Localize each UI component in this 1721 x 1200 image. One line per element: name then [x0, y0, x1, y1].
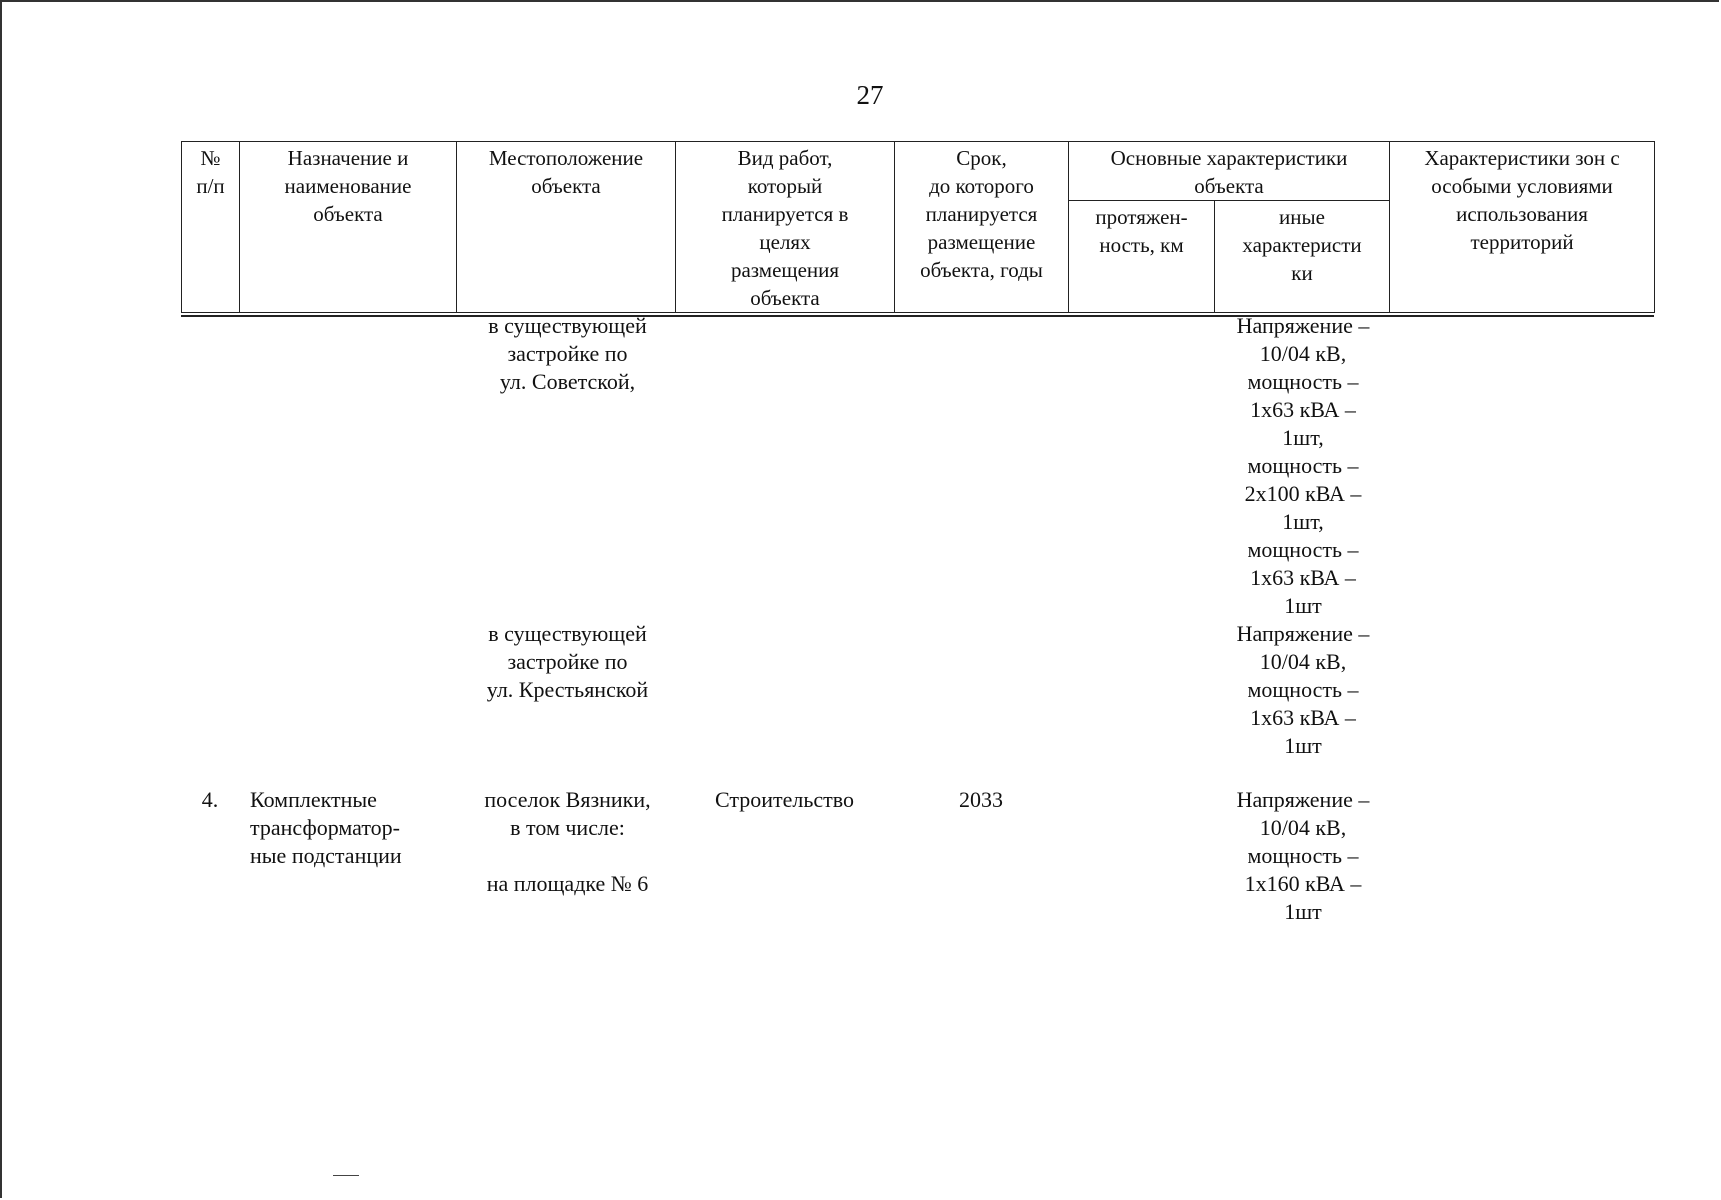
header-number: № п/п	[182, 142, 240, 313]
header-zones: Характеристики зон с особыми условиями использования территорий	[1390, 142, 1655, 313]
header-main-characteristics: Основные характеристики объекта	[1069, 142, 1390, 201]
header-deadline: Срок, до которого планируется размещение объекта, годы	[895, 142, 1069, 313]
row2-location: в существующей застройке по ул. Крестьянской	[486, 621, 649, 702]
header-name: Назначение и наименование объекта	[240, 142, 457, 313]
page-number: 27	[856, 80, 884, 110]
row3-deadline: 2033	[959, 787, 1003, 812]
row2-other-characteristics: Напряжение – 10/04 кВ, мощность – 1х63 кВА – 1шт	[1236, 621, 1370, 758]
row3-work-type: Строительство	[714, 787, 855, 812]
footer-dash	[333, 1175, 359, 1176]
table-header	[181, 141, 1655, 313]
header-other-characteristics: иные характеристи ки	[1215, 201, 1390, 313]
header-location: Местоположение объекта	[457, 142, 676, 313]
row3-location: поселок Вязники, в том числе: на площадке № 6	[484, 787, 651, 896]
header-length: протяжен- ность, км	[1069, 201, 1215, 313]
row3-name: Комплектные трансформатор- ные подстанции	[250, 787, 402, 868]
row3-other-characteristics: Напряжение – 10/04 кВ, мощность – 1х160 кВА – 1шт	[1236, 787, 1370, 924]
header-work-type: Вид работ, который планируется в целях размещения объекта	[676, 142, 895, 313]
row1-other-characteristics: Напряжение – 10/04 кВ, мощность – 1х63 кВА – 1шт, мощность – 2х100 кВА – 1шт, мощность – 1х63 кВА – 1шт	[1236, 313, 1370, 618]
row3-number: 4.	[201, 787, 219, 812]
header-bottom-rule	[181, 315, 1654, 317]
row1-location: в существующей застройке по ул. Советской,	[488, 313, 647, 394]
